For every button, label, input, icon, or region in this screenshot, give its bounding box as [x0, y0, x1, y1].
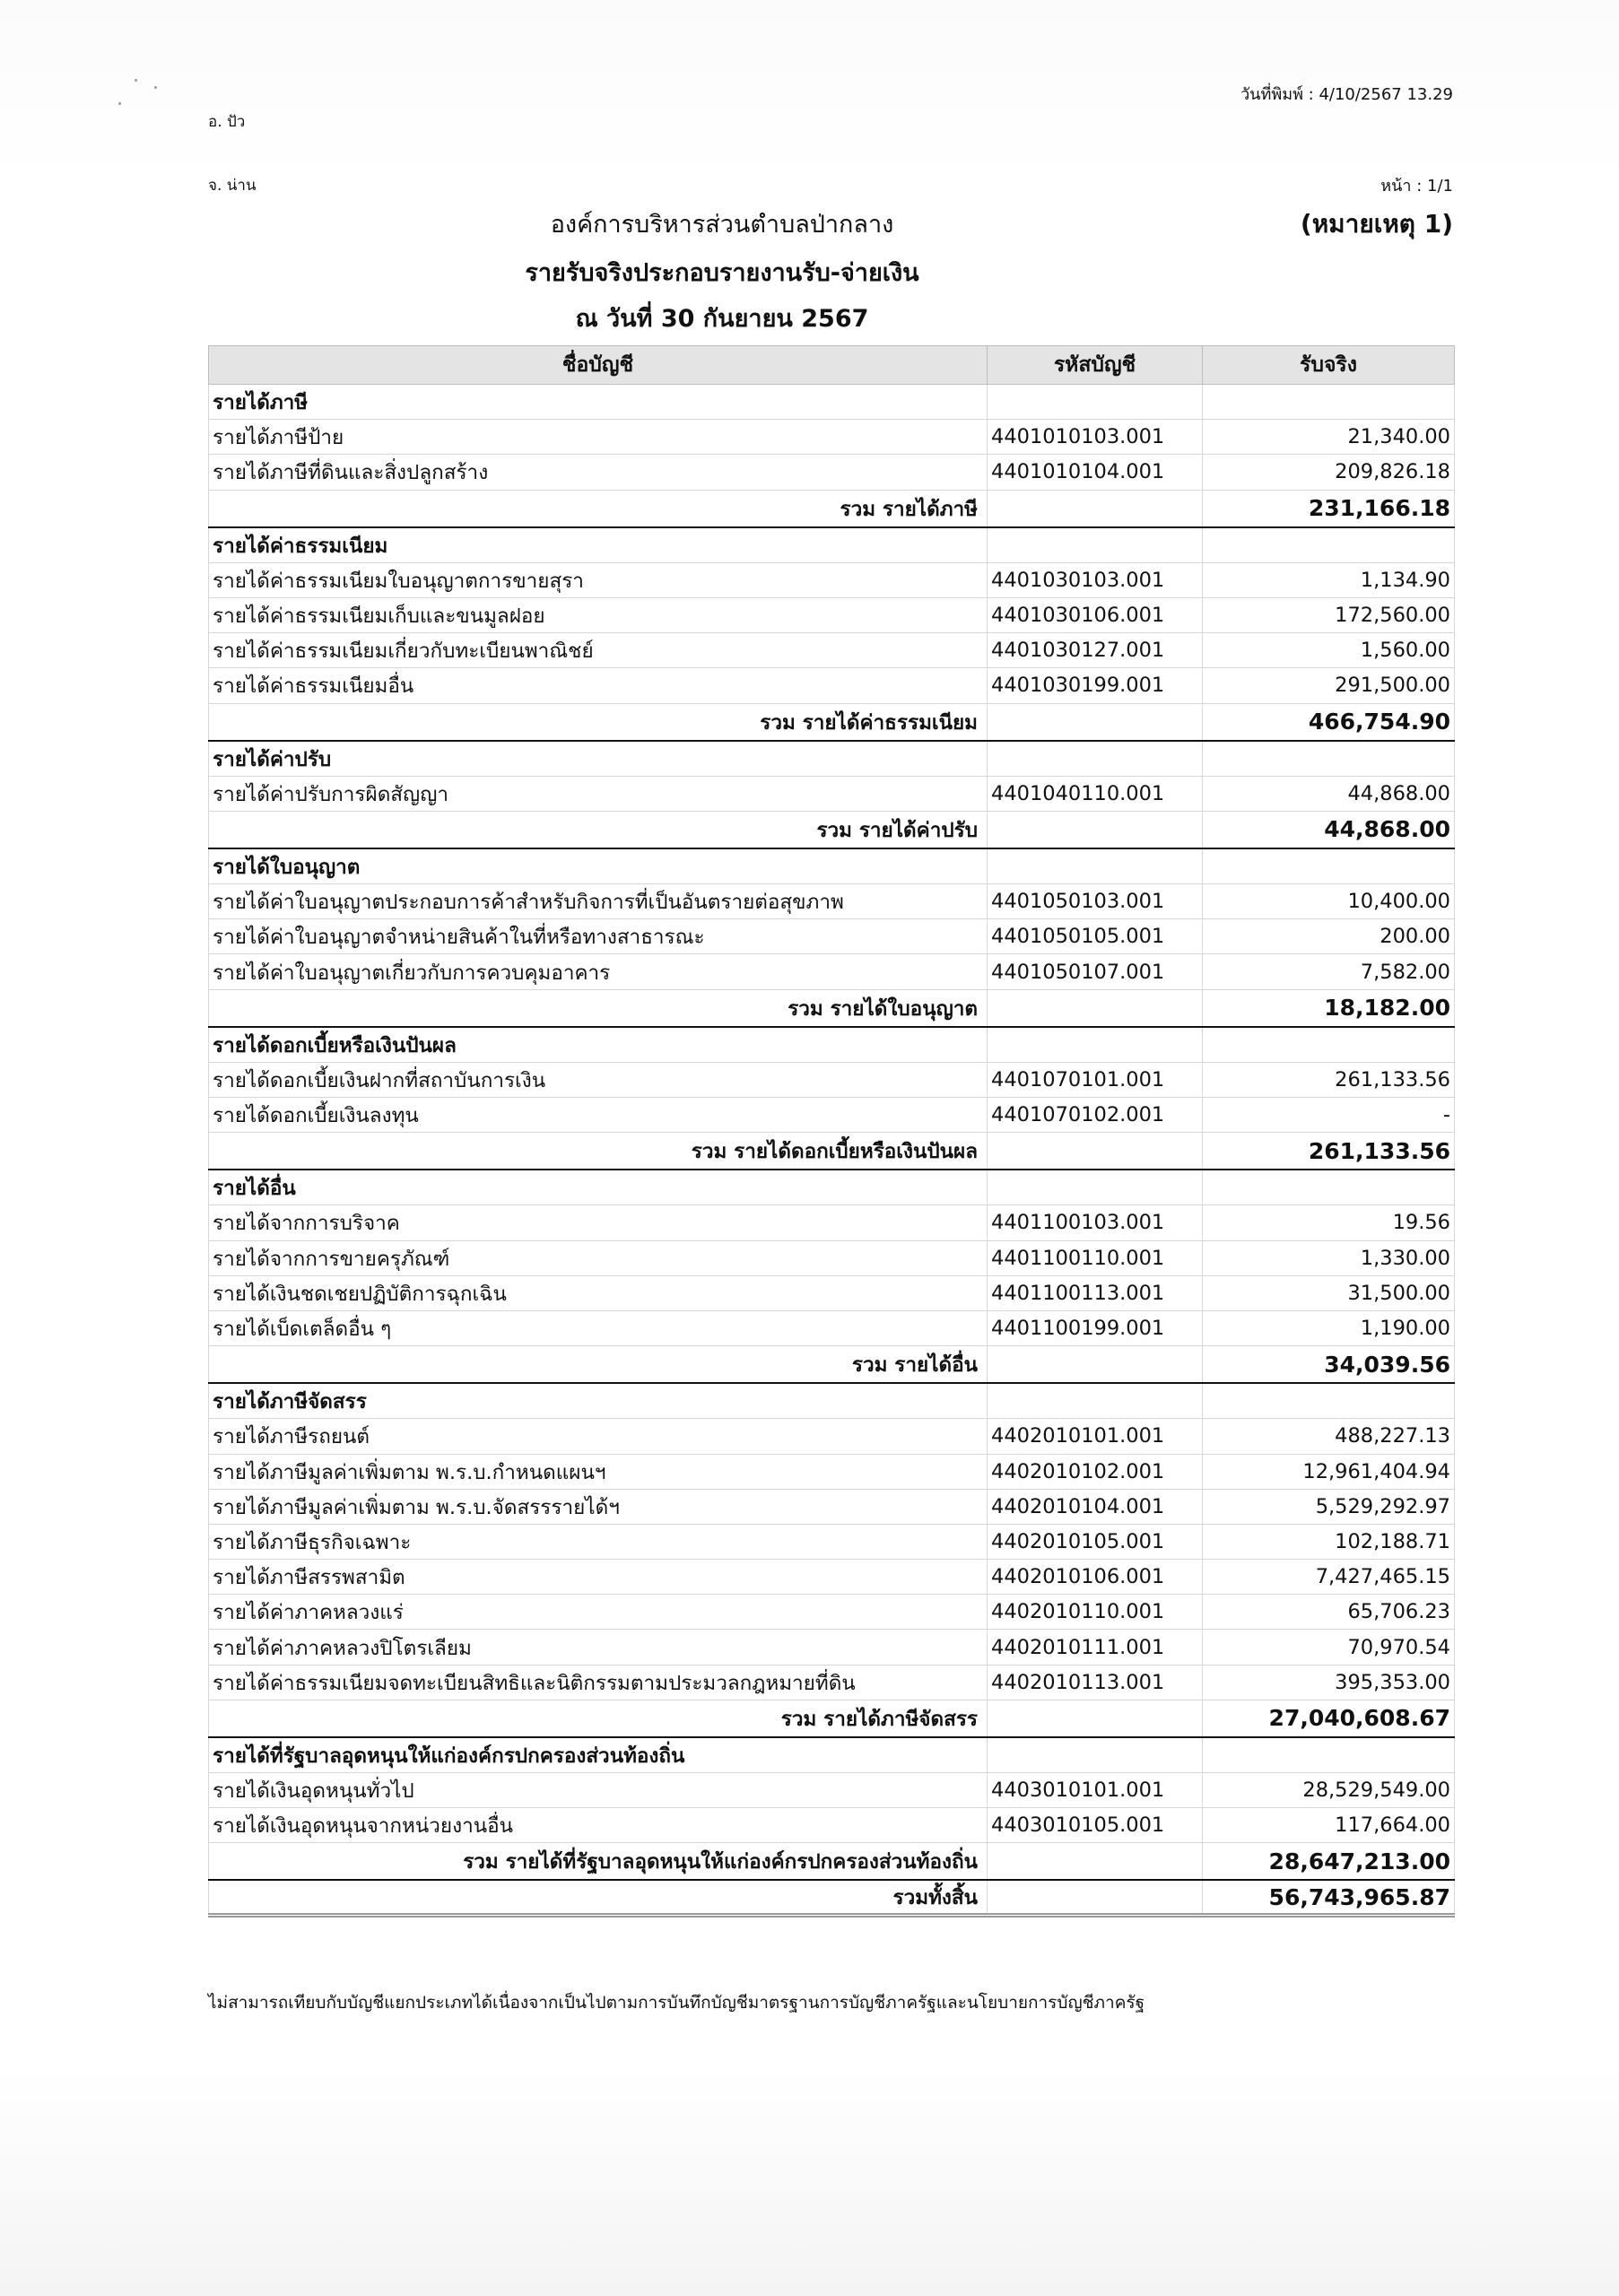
- account-code: 4401050103.001: [988, 884, 1203, 919]
- group-title: รายได้ภาษี: [209, 385, 988, 420]
- account-name: รายได้ค่าใบอนุญาตประกอบการค้าสำหรับกิจการที่เป็นอันตรายต่อสุขภาพ: [209, 884, 988, 919]
- group-title: รายได้ใบอนุญาต: [209, 848, 988, 884]
- account-code: 4401030103.001: [988, 562, 1203, 597]
- account-code: 4401050105.001: [988, 919, 1203, 954]
- account-name: รายได้ค่าธรรมเนียมจดทะเบียนสิทธิและนิติกรรมตามประมวลกฎหมายที่ดิน: [209, 1665, 988, 1700]
- account-name: รายได้ค่าธรรมเนียมอื่น: [209, 668, 988, 703]
- group-title: รายได้ค่าธรรมเนียม: [209, 527, 988, 563]
- account-name: รายได้เบ็ดเตล็ดอื่น ๆ: [209, 1310, 988, 1345]
- table-row: [209, 1240, 1455, 1275]
- empty-cell: [988, 1027, 1203, 1063]
- report-date: ณ วันที่ 30 กันยายน 2567: [575, 305, 869, 333]
- amount: 19.56: [1203, 1205, 1455, 1240]
- table-row: [209, 1808, 1455, 1843]
- group-header-row: [209, 1027, 1455, 1063]
- empty-cell: [1203, 1170, 1455, 1205]
- amount: 5,529,292.97: [1203, 1489, 1455, 1524]
- table-row: [209, 1310, 1455, 1345]
- table-row: [209, 633, 1455, 668]
- table-row: [209, 1595, 1455, 1630]
- amount: 1,190.00: [1203, 1310, 1455, 1345]
- account-code: 4401070101.001: [988, 1062, 1203, 1097]
- empty-cell: [1203, 527, 1455, 563]
- table-row: [209, 884, 1455, 919]
- group-title: รายได้ที่รัฐบาลอุดหนุนให้แก่องค์กรปกครองส่วนท้องถิ่น: [209, 1737, 988, 1773]
- subtotal-amount: 18,182.00: [1203, 989, 1455, 1027]
- account-code: 4401010103.001: [988, 420, 1203, 455]
- amount: 65,706.23: [1203, 1595, 1455, 1630]
- grand-total-label: รวมทั้งสิ้น: [209, 1880, 988, 1916]
- subtotal-label: รวม รายได้อื่น: [209, 1346, 988, 1384]
- account-code: 4401100103.001: [988, 1205, 1203, 1240]
- subtotal-label: รวม รายได้ที่รัฐบาลอุดหนุนให้แก่องค์กรปกครองส่วนท้องถิ่น: [209, 1843, 988, 1881]
- table-row: [209, 776, 1455, 811]
- account-name: รายได้ภาษีที่ดินและสิ่งปลูกสร้าง: [209, 455, 988, 490]
- account-name: รายได้จากการขายครุภัณฑ์: [209, 1240, 988, 1275]
- table-row: [209, 1524, 1455, 1559]
- account-code: 4401070102.001: [988, 1098, 1203, 1133]
- table-row: [209, 1419, 1455, 1454]
- account-code: 4402010105.001: [988, 1524, 1203, 1559]
- account-name: รายได้เงินอุดหนุนทั่วไป: [209, 1773, 988, 1808]
- account-code: 4401030106.001: [988, 597, 1203, 632]
- account-code: 4401100199.001: [988, 1310, 1203, 1345]
- table-row: [209, 1205, 1455, 1240]
- account-name: รายได้ภาษีรถยนต์: [209, 1419, 988, 1454]
- account-name: รายได้ดอกเบี้ยเงินฝากที่สถาบันการเงิน: [209, 1062, 988, 1097]
- amount: 28,529,549.00: [1203, 1773, 1455, 1808]
- empty-cell: [1203, 848, 1455, 884]
- table-row: [209, 1665, 1455, 1700]
- subtotal-amount: 261,133.56: [1203, 1133, 1455, 1170]
- amount: 7,582.00: [1203, 954, 1455, 989]
- amount: 1,134.90: [1203, 562, 1455, 597]
- province-label: จ. น่าน: [208, 177, 257, 195]
- empty-cell: [988, 1843, 1203, 1881]
- empty-cell: [988, 1737, 1203, 1773]
- amount: 209,826.18: [1203, 455, 1455, 490]
- empty-cell: [988, 385, 1203, 420]
- amount: 1,330.00: [1203, 1240, 1455, 1275]
- account-code: 4401030127.001: [988, 633, 1203, 668]
- subtotal-label: รวม รายได้ดอกเบี้ยหรือเงินปันผล: [209, 1133, 988, 1170]
- table-row: [209, 1773, 1455, 1808]
- empty-cell: [1203, 741, 1455, 777]
- account-name: รายได้ภาษีมูลค่าเพิ่มตาม พ.ร.บ.จัดสรรรายได้ฯ: [209, 1489, 988, 1524]
- account-code: 4402010111.001: [988, 1630, 1203, 1665]
- amount: 117,664.00: [1203, 1808, 1455, 1843]
- table-row: [209, 1489, 1455, 1524]
- report-title: รายรับจริงประกอบรายงานรับ-จ่ายเงิน: [525, 259, 919, 287]
- subtotal-amount: 34,039.56: [1203, 1346, 1455, 1384]
- group-header-row: [209, 1737, 1455, 1773]
- account-name: รายได้ค่าใบอนุญาตเกี่ยวกับการควบคุมอาคาร: [209, 954, 988, 989]
- empty-cell: [1203, 1383, 1455, 1419]
- account-code: 4402010101.001: [988, 1419, 1203, 1454]
- group-title: รายได้ภาษีจัดสรร: [209, 1383, 988, 1419]
- account-name: รายได้ภาษีธุรกิจเฉพาะ: [209, 1524, 988, 1559]
- account-name: รายได้ค่าธรรมเนียมใบอนุญาตการขายสุรา: [209, 562, 988, 597]
- subtotal-row: [209, 811, 1455, 848]
- empty-cell: [988, 848, 1203, 884]
- table-row: [209, 1098, 1455, 1133]
- subtotal-row: [209, 1133, 1455, 1170]
- account-name: รายได้ค่าธรรมเนียมเกี่ยวกับทะเบียนพาณิชย์: [209, 633, 988, 668]
- amount: 12,961,404.94: [1203, 1454, 1455, 1489]
- subtotal-row: [209, 703, 1455, 741]
- empty-cell: [988, 703, 1203, 741]
- subtotal-row: [209, 490, 1455, 527]
- account-code: 4401100113.001: [988, 1275, 1203, 1310]
- subtotal-row: [209, 989, 1455, 1027]
- group-title: รายได้ค่าปรับ: [209, 741, 988, 777]
- group-header-row: [209, 1383, 1455, 1419]
- column-header-account-name: ชื่อบัญชี: [209, 346, 988, 385]
- group-header-row: [209, 741, 1455, 777]
- account-code: 4401050107.001: [988, 954, 1203, 989]
- page-number: หน้า : 1/1: [1380, 177, 1453, 196]
- table-row: [209, 562, 1455, 597]
- table-row: [209, 668, 1455, 703]
- empty-cell: [988, 1700, 1203, 1737]
- account-code: 4401010104.001: [988, 455, 1203, 490]
- amount: 21,340.00: [1203, 420, 1455, 455]
- district-label: อ. ปัว: [208, 113, 246, 131]
- account-code: 4402010113.001: [988, 1665, 1203, 1700]
- empty-cell: [1203, 1027, 1455, 1063]
- subtotal-amount: 28,647,213.00: [1203, 1843, 1455, 1881]
- subtotal-amount: 231,166.18: [1203, 490, 1455, 527]
- amount: 10,400.00: [1203, 884, 1455, 919]
- empty-cell: [988, 989, 1203, 1027]
- subtotal-label: รวม รายได้ภาษีจัดสรร: [209, 1700, 988, 1737]
- group-header-row: [209, 1170, 1455, 1205]
- group-header-row: [209, 848, 1455, 884]
- table-header-row: [209, 346, 1455, 385]
- group-title: รายได้อื่น: [209, 1170, 988, 1205]
- account-name: รายได้ค่าปรับการผิดสัญญา: [209, 776, 988, 811]
- group-header-row: [209, 385, 1455, 420]
- amount: 7,427,465.15: [1203, 1560, 1455, 1595]
- table-row: [209, 1275, 1455, 1310]
- table-row: [209, 597, 1455, 632]
- account-code: 4403010101.001: [988, 1773, 1203, 1808]
- empty-cell: [988, 1133, 1203, 1170]
- account-name: รายได้ค่าภาคหลวงแร่: [209, 1595, 988, 1630]
- subtotal-amount: 466,754.90: [1203, 703, 1455, 741]
- table-row: [209, 919, 1455, 954]
- account-name: รายได้จากการบริจาค: [209, 1205, 988, 1240]
- group-title: รายได้ดอกเบี้ยหรือเงินปันผล: [209, 1027, 988, 1063]
- account-name: รายได้ค่าใบอนุญาตจำหน่ายสินค้าในที่หรือทางสาธารณะ: [209, 919, 988, 954]
- grand-total-row: [209, 1880, 1455, 1916]
- amount: 102,188.71: [1203, 1524, 1455, 1559]
- column-header-account-code: รหัสบัญชี: [988, 346, 1203, 385]
- amount: 70,970.54: [1203, 1630, 1455, 1665]
- footnote: ไม่สามารถเทียบกับบัญชีแยกประเภทได้เนื่องจากเป็นไปตามการบันทึกบัญชีมาตรฐานการบัญชีภาครัฐและนโยบายการบัญชีภาครัฐ: [208, 1993, 1145, 2013]
- account-code: 4401100110.001: [988, 1240, 1203, 1275]
- table-body: [209, 385, 1455, 1916]
- empty-cell: [988, 527, 1203, 563]
- account-code: 4401040110.001: [988, 776, 1203, 811]
- account-name: รายได้เงินอุดหนุนจากหน่วยงานอื่น: [209, 1808, 988, 1843]
- amount: 395,353.00: [1203, 1665, 1455, 1700]
- empty-cell: [988, 1383, 1203, 1419]
- account-name: รายได้ค่าธรรมเนียมเก็บและขนมูลฝอย: [209, 597, 988, 632]
- table-row: [209, 455, 1455, 490]
- subtotal-label: รวม รายได้ภาษี: [209, 490, 988, 527]
- table-row: [209, 420, 1455, 455]
- group-header-row: [209, 527, 1455, 563]
- organization-title: องค์การบริหารส่วนตำบลป่ากลาง: [550, 211, 894, 239]
- account-code: 4402010110.001: [988, 1595, 1203, 1630]
- subtotal-label: รวม รายได้ค่าปรับ: [209, 811, 988, 848]
- account-code: 4402010104.001: [988, 1489, 1203, 1524]
- account-name: รายได้ภาษีสรรพสามิต: [209, 1560, 988, 1595]
- amount: 44,868.00: [1203, 776, 1455, 811]
- amount: 1,560.00: [1203, 633, 1455, 668]
- amount: 261,133.56: [1203, 1062, 1455, 1097]
- table-row: [209, 1454, 1455, 1489]
- amount: 31,500.00: [1203, 1275, 1455, 1310]
- empty-cell: [988, 490, 1203, 527]
- account-code: 4402010106.001: [988, 1560, 1203, 1595]
- print-date: วันที่พิมพ์ : 4/10/2567 13.29: [1240, 85, 1453, 104]
- grand-total-amount: 56,743,965.87: [1203, 1880, 1455, 1916]
- empty-cell: [988, 1880, 1203, 1916]
- empty-cell: [988, 811, 1203, 848]
- account-name: รายได้ค่าภาคหลวงปิโตรเลียม: [209, 1630, 988, 1665]
- subtotal-row: [209, 1346, 1455, 1384]
- subtotal-row: [209, 1843, 1455, 1881]
- subtotal-amount: 44,868.00: [1203, 811, 1455, 848]
- table-row: [209, 1560, 1455, 1595]
- subtotal-label: รวม รายได้ค่าธรรมเนียม: [209, 703, 988, 741]
- empty-cell: [1203, 1737, 1455, 1773]
- column-header-amount: รับจริง: [1203, 346, 1455, 385]
- amount: 200.00: [1203, 919, 1455, 954]
- empty-cell: [988, 1346, 1203, 1384]
- scan-specks: [108, 63, 179, 117]
- account-code: 4402010102.001: [988, 1454, 1203, 1489]
- account-name: รายได้ภาษีป้าย: [209, 420, 988, 455]
- account-name: รายได้ดอกเบี้ยเงินลงทุน: [209, 1098, 988, 1133]
- amount: 488,227.13: [1203, 1419, 1455, 1454]
- table-row: [209, 1062, 1455, 1097]
- note-reference: (หมายเหตุ 1): [1300, 209, 1453, 239]
- revenue-table: [208, 345, 1455, 1918]
- account-code: 4401030199.001: [988, 668, 1203, 703]
- empty-cell: [988, 1170, 1203, 1205]
- account-name: รายได้เงินชดเชยปฏิบัติการฉุกเฉิน: [209, 1275, 988, 1310]
- empty-cell: [1203, 385, 1455, 420]
- amount: -: [1203, 1098, 1455, 1133]
- account-name: รายได้ภาษีมูลค่าเพิ่มตาม พ.ร.บ.กำหนดแผนฯ: [209, 1454, 988, 1489]
- amount: 291,500.00: [1203, 668, 1455, 703]
- subtotal-row: [209, 1700, 1455, 1737]
- empty-cell: [988, 741, 1203, 777]
- amount: 172,560.00: [1203, 597, 1455, 632]
- account-code: 4403010105.001: [988, 1808, 1203, 1843]
- subtotal-label: รวม รายได้ใบอนุญาต: [209, 989, 988, 1027]
- table-row: [209, 1630, 1455, 1665]
- table-row: [209, 954, 1455, 989]
- subtotal-amount: 27,040,608.67: [1203, 1700, 1455, 1737]
